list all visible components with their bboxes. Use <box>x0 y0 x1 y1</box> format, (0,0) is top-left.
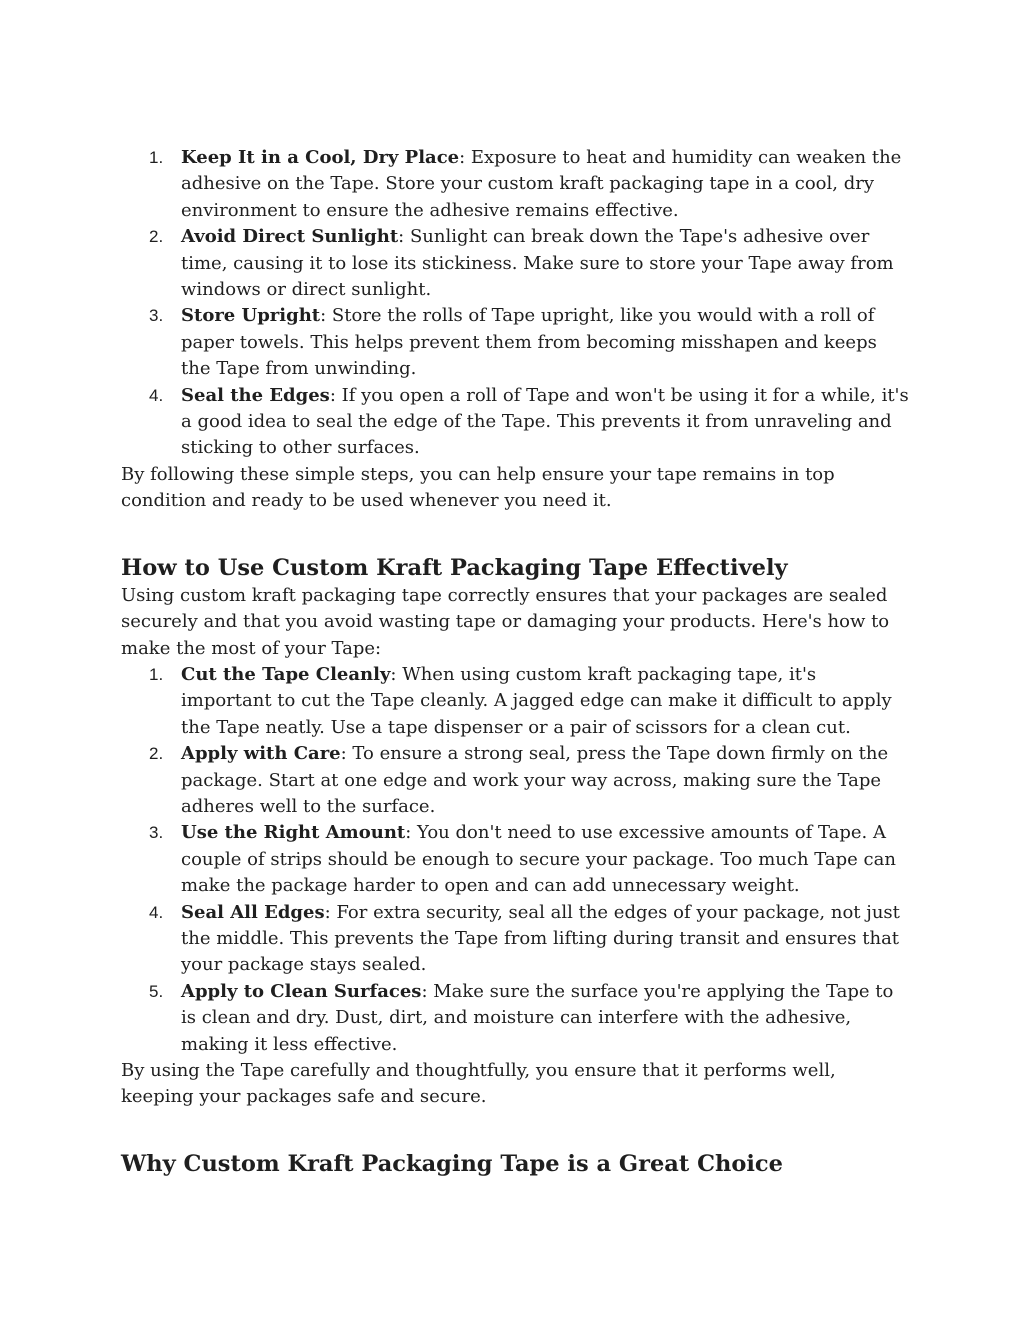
list-number: 4. <box>149 385 164 405</box>
list-item-term: Cut the Tape Cleanly <box>181 663 391 685</box>
list-item <box>121 224 911 303</box>
storage-tips-list <box>121 145 911 462</box>
list-item <box>121 383 911 462</box>
list-item-term: Apply with Care <box>181 743 341 765</box>
list-item-term: Seal the Edges <box>181 384 330 406</box>
document-page <box>121 145 911 1179</box>
intro-paragraph: Using custom kraft packaging tape correctly ensures that your packages are sealed securely and that you avoid wasting tape or damaging your products. Here's how to make the most of your Tape: <box>121 584 890 659</box>
list-item <box>121 900 911 979</box>
list-item-term: Avoid Direct Sunlight <box>181 226 399 248</box>
list-item-text: : Store the rolls of Tape upright, like you would with a roll of paper towels. This helps prevent them from becoming misshapen and keeps the Tape from unwinding. <box>181 305 877 380</box>
list-item-text: : You don't need to use excessive amounts of Tape. A couple of strips should be enough to secure your package. Too much Tape can make the package harder to open and can add unnecessary weight. <box>181 822 896 897</box>
list-item-text: : Make sure the surface you're applying the Tape to is clean and dry. Dust, dirt, and moisture can interfere with the adhesive, making it less effective. <box>181 980 894 1055</box>
list-item-text: : If you open a roll of Tape and won't be using it for a while, it's a good idea to seal the edge of the Tape. This prevents it from unraveling and sticking to other surfaces. <box>181 384 909 459</box>
summary-paragraph: By following these simple steps, you can help ensure your tape remains in top condition and ready to be used whenever you need it. <box>121 463 835 512</box>
list-number: 3. <box>149 306 164 326</box>
list-item-text: : Sunlight can break down the Tape's adhesive over time, causing it to lose its stickiness. Make sure to store your Tape away from windows or direct sunlight. <box>181 226 894 301</box>
section-heading: How to Use Custom Kraft Packaging Tape Effectively <box>121 554 788 581</box>
list-item <box>121 979 911 1058</box>
list-item-term: Use the Right Amount <box>181 822 406 844</box>
list-item <box>121 662 911 741</box>
list-number: 2. <box>149 227 164 247</box>
list-number: 3. <box>149 823 164 843</box>
closing-paragraph: By using the Tape carefully and thoughtfully, you ensure that it performs well, keeping your packages safe and secure. <box>121 1060 836 1108</box>
list-item <box>121 145 911 224</box>
usage-tips-list <box>121 662 911 1058</box>
list-item-text: : To ensure a strong seal, press the Tape down firmly on the package. Start at one edge and work your way across, making sure the Tape adheres well to the surface. <box>181 743 889 817</box>
list-item-text: : For extra security, seal all the edges of your package, not just the middle. This prevents the Tape from lifting during transit and ensures that your package stays sealed. <box>181 901 900 976</box>
list-item-term: Keep It in a Cool, Dry Place <box>181 147 460 168</box>
list-item-text: : When using custom kraft packaging tape, it's important to cut the Tape cleanly. A jagged edge can make it difficult to apply the Tape neatly. Use a tape dispenser or a pair of scissors for a clean cut. <box>181 663 892 738</box>
list-item-term: Seal All Edges <box>181 901 325 923</box>
list-item <box>121 820 911 899</box>
list-number: 1. <box>149 148 164 167</box>
list-item-text: : Exposure to heat and humidity can weaken the adhesive on the Tape. Store your custom kraft packaging tape in a cool, dry environment to ensure the adhesive remains effective. <box>181 147 902 221</box>
list-number: 4. <box>149 902 164 922</box>
list-item-term: Apply to Clean Surfaces <box>181 980 422 1002</box>
list-item-term: Store Upright <box>181 305 321 327</box>
list-number: 2. <box>149 744 164 764</box>
list-item <box>121 741 911 820</box>
list-number: 1. <box>149 664 164 684</box>
list-number: 5. <box>149 981 164 1001</box>
list-item <box>121 303 911 382</box>
section-heading: Why Custom Kraft Packaging Tape is a Great Choice <box>121 1150 783 1177</box>
